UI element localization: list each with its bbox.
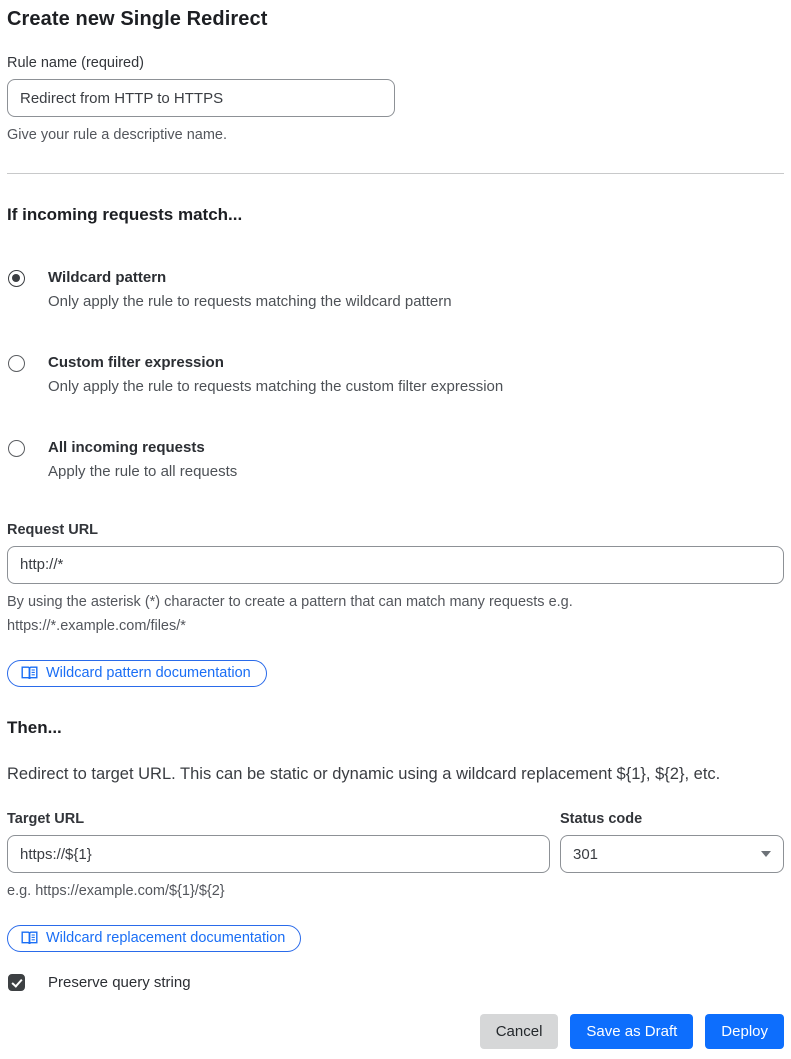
chevron-down-icon <box>761 851 771 857</box>
request-url-input[interactable] <box>7 546 784 584</box>
open-book-icon <box>21 931 38 945</box>
radio-option-wildcard-pattern[interactable] <box>7 269 784 311</box>
request-url-label: Request URL <box>7 521 99 538</box>
status-code-select[interactable] <box>560 835 784 873</box>
radio-label: All incoming requests <box>48 438 205 456</box>
doc-button-label: Wildcard replacement documentation <box>46 930 286 947</box>
status-code-label: Status code <box>560 811 643 828</box>
radio-description: Only apply the rule to requests matching the custom filter expression <box>48 377 504 395</box>
target-url-input[interactable] <box>7 835 550 873</box>
open-book-icon <box>21 666 38 680</box>
radio-button-custom-filter-expression[interactable] <box>8 355 25 372</box>
page-title: Create new Single Redirect <box>7 8 268 30</box>
status-code-value: 301 <box>573 845 599 863</box>
wildcard-replacement-documentation-button[interactable] <box>7 925 301 952</box>
radio-text <box>48 439 237 481</box>
deploy-button[interactable]: Deploy <box>705 1014 784 1049</box>
request-url-help <box>7 591 784 639</box>
target-url-help: e.g. https://example.com/${1}/${2} <box>7 883 225 900</box>
wildcard-pattern-documentation-button[interactable] <box>7 660 267 687</box>
radio-label: Wildcard pattern <box>48 268 167 286</box>
preserve-query-string-label: Preserve query string <box>48 974 191 992</box>
then-description: Redirect to target URL. This can be static or dynamic using a wildcard replacement ${1}, ${2}, etc. <box>7 764 721 783</box>
request-url-field <box>7 522 784 687</box>
rule-name-field <box>7 55 784 148</box>
target-row <box>7 811 784 904</box>
target-url-label: Target URL <box>7 811 85 828</box>
radio-text <box>48 269 452 311</box>
save-as-draft-button[interactable]: Save as Draft <box>570 1014 693 1049</box>
radio-text <box>48 354 503 396</box>
request-url-help-line2: https://*.example.com/files/* <box>7 617 186 634</box>
cancel-button[interactable]: Cancel <box>480 1014 559 1049</box>
radio-description: Apply the rule to all requests <box>48 462 238 480</box>
radio-label: Custom filter expression <box>48 353 224 371</box>
match-section-heading: If incoming requests match... <box>7 204 243 224</box>
request-url-help-line1: By using the asterisk (*) character to create a pattern that can match many requests e.g. <box>7 593 573 610</box>
preserve-query-string-row[interactable] <box>7 974 784 991</box>
radio-option-custom-filter-expression[interactable] <box>7 354 784 396</box>
rule-name-help: Give your rule a descriptive name. <box>7 127 228 143</box>
preserve-query-string-checkbox[interactable] <box>8 974 25 991</box>
status-code-field <box>560 811 784 904</box>
section-divider <box>7 173 784 174</box>
radio-button-wildcard-pattern[interactable] <box>8 270 25 287</box>
radio-button-all-incoming-requests[interactable] <box>8 440 25 457</box>
target-url-field <box>7 811 550 904</box>
then-section-heading: Then... <box>7 717 62 737</box>
rule-name-input[interactable] <box>7 79 395 117</box>
radio-option-all-incoming-requests[interactable] <box>7 439 784 481</box>
radio-description: Only apply the rule to requests matching the wildcard pattern <box>48 292 452 310</box>
match-type-radio-group <box>7 269 784 481</box>
doc-button-label: Wildcard pattern documentation <box>46 664 251 681</box>
rule-name-label: Rule name (required) <box>7 55 145 71</box>
